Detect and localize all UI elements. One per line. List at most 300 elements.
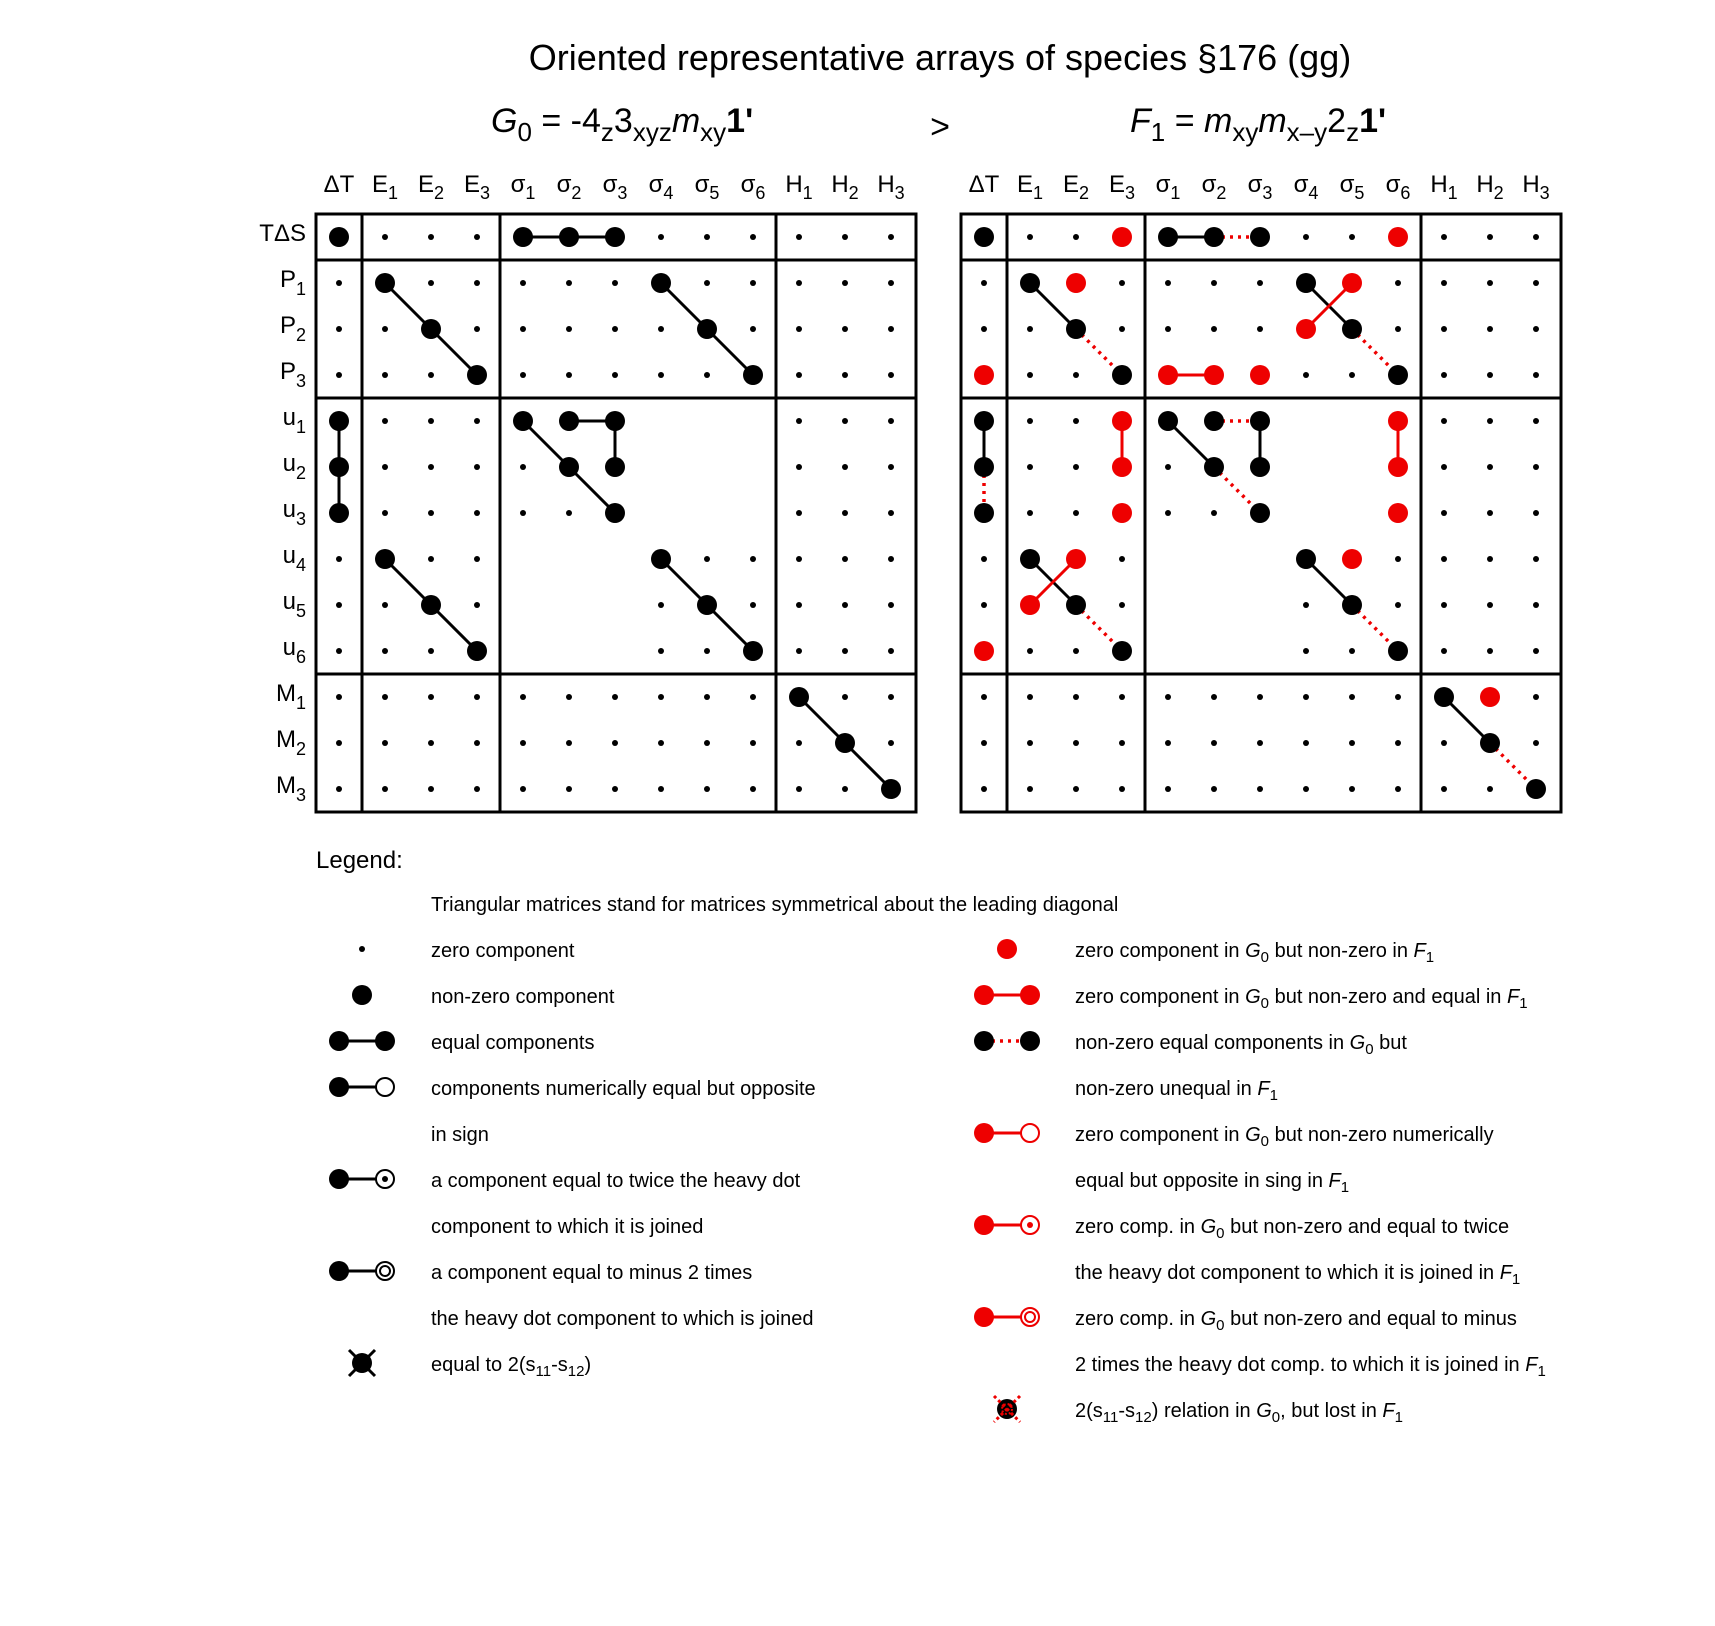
nonzero-component-dot xyxy=(743,365,763,385)
legend-text xyxy=(1075,1262,1520,1288)
header-base: σ xyxy=(510,171,526,198)
new-nonzero-component-dot xyxy=(1388,457,1408,477)
zero-component-dot xyxy=(1211,510,1217,516)
zero-component-dot xyxy=(658,694,664,700)
column-header xyxy=(1522,171,1549,203)
zero-component-dot xyxy=(1533,556,1539,562)
column-header xyxy=(1156,171,1181,203)
row-header xyxy=(283,496,306,529)
new-nonzero-component-dot xyxy=(1158,365,1178,385)
header-base: σ xyxy=(1155,171,1171,198)
header-base: H xyxy=(877,171,895,198)
text-run: but non-zero numerically xyxy=(1269,1124,1494,1146)
new-nonzero-component-dot xyxy=(974,641,994,661)
legend-text xyxy=(1075,940,1434,966)
zero-component-dot xyxy=(566,740,572,746)
row-header xyxy=(276,680,306,713)
nonzero-component-dot xyxy=(329,503,349,523)
new-nonzero-component-dot xyxy=(974,365,994,385)
nonzero-component-dot xyxy=(789,687,809,707)
zero-component-dot xyxy=(1487,372,1493,378)
zero-component-dot xyxy=(1165,786,1171,792)
zero-component-dot xyxy=(382,510,388,516)
subscript: 0 xyxy=(1271,1408,1281,1426)
nonzero-component-dot xyxy=(1158,227,1178,247)
formula-part: 2 xyxy=(1327,102,1347,140)
column-header xyxy=(1202,171,1227,203)
zero-component-dot xyxy=(474,694,480,700)
text-run: the heavy dot component to which it is joined in xyxy=(1075,1262,1500,1284)
zero-component-dot xyxy=(1027,740,1033,746)
zero-component-dot xyxy=(1441,648,1447,654)
matrix-g0 xyxy=(259,171,916,812)
subscript: 12 xyxy=(1135,1408,1152,1426)
nonzero-component-dot xyxy=(974,411,994,431)
nonzero-component-dot xyxy=(1250,227,1270,247)
hollow-dot xyxy=(376,1262,394,1280)
zero-component-dot xyxy=(842,372,848,378)
nonzero-component-dot xyxy=(651,273,671,293)
new-nonzero-component-dot xyxy=(1388,227,1408,247)
text-run: G xyxy=(1245,1124,1261,1146)
page-title: Oriented representative arrays of species §176 (gg) xyxy=(528,37,1352,78)
text-run: zero component in xyxy=(1075,986,1246,1008)
zero-component-dot xyxy=(1119,326,1125,332)
nonzero-component-dot xyxy=(559,457,579,477)
zero-component-dot xyxy=(1441,740,1447,746)
header-subscript: 3 xyxy=(894,182,905,203)
text-run: non-zero equal components in xyxy=(1075,1032,1350,1054)
text-run: equal to 2(s xyxy=(431,1354,536,1376)
formula-part: 3 xyxy=(613,102,633,140)
zero-component-dot xyxy=(520,464,526,470)
nonzero-component-dot xyxy=(974,503,994,523)
text-run: but non-zero and equal to minus xyxy=(1224,1308,1517,1330)
header-base: u xyxy=(282,634,296,661)
minus2-link-symbol xyxy=(329,1261,394,1281)
zero-component-dot xyxy=(1073,740,1079,746)
header-base: E xyxy=(1108,171,1125,198)
big-dot xyxy=(329,1169,349,1189)
text-run: G xyxy=(1349,1032,1366,1054)
legend-text xyxy=(1075,1032,1407,1058)
zero-component-dot xyxy=(1533,326,1539,332)
nonzero-component-dot xyxy=(513,227,533,247)
red-twice-link-symbol xyxy=(974,1215,1039,1235)
nonzero-component-dot xyxy=(1250,411,1270,431)
zero-component-dot xyxy=(842,648,848,654)
new-nonzero-component-dot xyxy=(1388,411,1408,431)
zero-component-dot xyxy=(1257,740,1263,746)
column-header xyxy=(649,171,674,203)
formula-part: m xyxy=(671,102,701,140)
header-base: σ xyxy=(648,171,664,198)
zero-component-dot xyxy=(1073,694,1079,700)
nonzero-component-dot xyxy=(1526,779,1546,799)
formula-part: m xyxy=(1258,102,1287,140)
subscript: 1 xyxy=(1340,1178,1350,1196)
legend-text xyxy=(431,1308,813,1330)
zero-component-dot xyxy=(658,786,664,792)
zero-component-dot xyxy=(1165,464,1171,470)
zero-component-dot xyxy=(566,786,572,792)
zero-component-dot xyxy=(888,372,894,378)
text-run: zero component xyxy=(431,940,575,962)
text-run: a component equal to twice the heavy dot xyxy=(431,1170,801,1192)
zero-component-dot xyxy=(796,786,802,792)
formula-part: = xyxy=(1174,102,1205,140)
zero-component-dot xyxy=(1395,694,1401,700)
text-run: equal but opposite in sing in xyxy=(1075,1170,1329,1192)
header-base: ΔT xyxy=(323,171,355,198)
column-header xyxy=(418,171,444,203)
zero-component-dot xyxy=(1027,510,1033,516)
text-run: non-zero component xyxy=(431,986,615,1008)
big-dot xyxy=(1020,1031,1040,1051)
zero-component-dot xyxy=(704,694,710,700)
header-base: H xyxy=(1476,171,1494,198)
zero-component-dot xyxy=(750,326,756,332)
zero-component-dot xyxy=(336,280,342,286)
new-nonzero-component-dot xyxy=(1204,365,1224,385)
zero-component-dot xyxy=(658,602,664,608)
zero-component-dot xyxy=(842,786,848,792)
zero-component-dot xyxy=(888,326,894,332)
zero-component-dot xyxy=(704,786,710,792)
zero-component-dot xyxy=(981,602,987,608)
big-dot xyxy=(974,985,994,1005)
zero-component-dot xyxy=(1395,740,1401,746)
center-dot xyxy=(1027,1222,1033,1228)
header-base: E xyxy=(463,171,480,198)
zero-component-dot xyxy=(520,372,526,378)
header-subscript: 2 xyxy=(295,739,306,760)
zero-component-dot xyxy=(796,326,802,332)
zero-component-dot xyxy=(1533,418,1539,424)
zero-component-dot xyxy=(750,694,756,700)
text-run: a component equal to minus 2 times xyxy=(431,1262,753,1284)
zero-component-dot xyxy=(1211,786,1217,792)
subscript: 0 xyxy=(1216,1316,1225,1334)
header-subscript: 5 xyxy=(295,601,306,622)
group-formula-g0 xyxy=(491,102,753,147)
header-base: σ xyxy=(1339,171,1355,198)
zero-component-dot xyxy=(796,602,802,608)
zero-component-dot xyxy=(612,740,618,746)
nonzero-component-dot xyxy=(743,641,763,661)
zero-component-dot xyxy=(1349,234,1355,240)
subscript: 0 xyxy=(1260,948,1270,966)
nonzero-component-dot xyxy=(1480,733,1500,753)
text-run: F xyxy=(1382,1400,1395,1422)
zero-component-dot xyxy=(1487,326,1493,332)
header-base: M xyxy=(275,680,296,707)
nonzero-component-dot xyxy=(881,779,901,799)
text-run: G xyxy=(1200,1308,1217,1330)
big-dot xyxy=(329,1077,349,1097)
nonzero-component-dot xyxy=(697,319,717,339)
row-header xyxy=(280,266,306,299)
big-dot xyxy=(974,1307,994,1327)
text-run: zero comp. in xyxy=(1075,1308,1201,1330)
column-header xyxy=(511,171,536,203)
zero-component-dot xyxy=(566,372,572,378)
zero-component-dot xyxy=(1303,786,1309,792)
nonzero-component-dot xyxy=(605,457,625,477)
zero-component-dot xyxy=(1395,280,1401,286)
matrices xyxy=(259,171,1561,812)
zero-component-dot xyxy=(888,280,894,286)
zero-component-dot xyxy=(612,280,618,286)
zero-component-dot xyxy=(796,510,802,516)
formula-subscript: xyz xyxy=(632,117,672,148)
column-header xyxy=(969,171,1000,198)
header-subscript: 2 xyxy=(1079,182,1090,203)
zero-component-dot xyxy=(1303,234,1309,240)
zero-component-dot xyxy=(1533,234,1539,240)
matrix-f1 xyxy=(961,171,1561,812)
nonzero-component-dot xyxy=(329,227,349,247)
nonzero-component-dot xyxy=(467,641,487,661)
zero-component-dot xyxy=(382,418,388,424)
subscript: 1 xyxy=(1425,948,1435,966)
zero-component-dot xyxy=(796,280,802,286)
zero-component-dot xyxy=(474,326,480,332)
header-base: σ xyxy=(1293,171,1309,198)
row-header xyxy=(280,312,306,345)
zero-component-dot xyxy=(1073,464,1079,470)
zero-component-dot xyxy=(888,510,894,516)
group-symbol: G xyxy=(491,102,518,140)
nonzero-component-dot xyxy=(559,227,579,247)
subscript: 0 xyxy=(1260,994,1270,1012)
header-subscript: 1 xyxy=(295,693,306,714)
zero-component-dot xyxy=(1257,326,1263,332)
legend-text xyxy=(1075,1124,1494,1150)
text-run: but xyxy=(1373,1032,1407,1054)
new-nonzero-component-dot xyxy=(1342,549,1362,569)
header-base: P xyxy=(279,312,296,339)
zero-component-dot xyxy=(1211,326,1217,332)
text-run: G xyxy=(1245,986,1261,1008)
header-base: u xyxy=(282,588,296,615)
nonzero-component-dot xyxy=(513,411,533,431)
zero-component-dot xyxy=(1257,694,1263,700)
zero-component-dot xyxy=(658,372,664,378)
header-subscript: 2 xyxy=(295,325,306,346)
zero-component-dot xyxy=(428,786,434,792)
zero-component-dot xyxy=(1487,786,1493,792)
zero-component-dot xyxy=(1303,740,1309,746)
zero-component-dot xyxy=(336,648,342,654)
nonzero-component-dot xyxy=(1020,549,1040,569)
header-subscript: 3 xyxy=(1539,182,1550,203)
header-base: E xyxy=(1016,171,1033,198)
zero-component-dot xyxy=(888,694,894,700)
zero-component-dot xyxy=(1211,694,1217,700)
zero-component-dot xyxy=(428,418,434,424)
nonzero-component-dot xyxy=(1388,641,1408,661)
zero-component-dot xyxy=(1349,786,1355,792)
subscript: 1 xyxy=(1269,1086,1278,1104)
red-minus2-link-symbol xyxy=(974,1307,1039,1327)
nonzero-component-dot xyxy=(375,273,395,293)
header-base: σ xyxy=(1201,171,1217,198)
zero-component-dot xyxy=(796,418,802,424)
zero-component-dot xyxy=(981,326,987,332)
new-nonzero-component-dot xyxy=(1066,549,1086,569)
header-subscript: 5 xyxy=(1354,182,1365,203)
nonzero-component-dot xyxy=(697,595,717,615)
zero-component-dot xyxy=(842,418,848,424)
zero-component-dot xyxy=(1487,510,1493,516)
formula-part: 1' xyxy=(726,102,754,140)
column-header xyxy=(1430,171,1457,203)
nonzero-component-dot xyxy=(651,549,671,569)
legend-text xyxy=(1075,1400,1403,1426)
nonzero-component-dot xyxy=(605,227,625,247)
nonzero-component-dot xyxy=(1342,595,1362,615)
zero-component-dot xyxy=(796,372,802,378)
legend-text xyxy=(1075,986,1528,1012)
nonzero-component-dot xyxy=(974,227,994,247)
zero-component-dot xyxy=(888,648,894,654)
zero-component-dot xyxy=(520,786,526,792)
zero-component-dot xyxy=(1441,280,1447,286)
text-run: components numerically equal but opposite xyxy=(431,1078,816,1100)
zero-component-dot xyxy=(336,326,342,332)
zero-component-dot xyxy=(750,234,756,240)
header-base: M xyxy=(275,772,296,799)
column-header xyxy=(1386,171,1411,203)
zero-component-dot xyxy=(1349,740,1355,746)
legend-text xyxy=(431,1216,703,1238)
text-run: non-zero unequal in xyxy=(1075,1078,1258,1100)
nonzero-component-dot xyxy=(329,457,349,477)
zero-component-dot xyxy=(1073,510,1079,516)
text-run: F xyxy=(1499,1262,1512,1284)
subscript: 0 xyxy=(1260,1132,1270,1150)
zero-component-dot xyxy=(1165,326,1171,332)
header-base: E xyxy=(371,171,388,198)
text-run: G xyxy=(1245,940,1261,962)
zero-component-dot xyxy=(842,556,848,562)
big-dot-symbol xyxy=(352,985,372,1005)
zero-component-dot xyxy=(566,326,572,332)
big-dot xyxy=(974,1123,994,1143)
hollow-dot xyxy=(376,1078,394,1096)
zero-component-dot xyxy=(336,694,342,700)
new-nonzero-component-dot xyxy=(1480,687,1500,707)
header-base: P xyxy=(279,358,296,385)
zero-component-dot xyxy=(888,556,894,562)
zero-component-dot xyxy=(382,326,388,332)
zero-component-dot xyxy=(474,510,480,516)
zero-component-dot xyxy=(981,786,987,792)
nonzero-component-dot xyxy=(421,595,441,615)
zero-component-dot xyxy=(1395,556,1401,562)
row-header xyxy=(283,404,306,437)
zero-component-dot xyxy=(842,234,848,240)
header-base: u xyxy=(282,404,296,431)
zero-component-dot xyxy=(1487,280,1493,286)
zero-component-dot xyxy=(1027,648,1033,654)
header-subscript: 2 xyxy=(848,182,859,203)
row-header xyxy=(280,358,306,391)
text-run: G xyxy=(1256,1400,1272,1422)
nonzero-component-dot xyxy=(467,365,487,385)
subscript: 1 xyxy=(1511,1270,1521,1288)
column-header xyxy=(877,171,904,203)
zero-component-dot xyxy=(382,602,388,608)
spacer xyxy=(532,102,541,140)
zero-component-dot xyxy=(842,510,848,516)
header-subscript: 1 xyxy=(1170,182,1181,203)
text-run: equal components xyxy=(431,1032,595,1054)
header-subscript: 5 xyxy=(709,182,720,203)
row-header xyxy=(276,726,306,759)
zero-component-dot xyxy=(382,464,388,470)
zero-component-dot xyxy=(612,326,618,332)
zero-component-dot xyxy=(704,740,710,746)
zero-component-dot xyxy=(336,786,342,792)
zero-component-dot xyxy=(1211,280,1217,286)
hollow-dot xyxy=(1021,1308,1039,1326)
zero-component-dot xyxy=(1119,786,1125,792)
subscript: 1 xyxy=(1394,1408,1403,1426)
group-formula-f1 xyxy=(1130,102,1386,147)
new-nonzero-component-dot xyxy=(1342,273,1362,293)
zero-component-dot xyxy=(750,740,756,746)
legend-heading: Legend: xyxy=(316,847,403,874)
zero-component-dot xyxy=(612,372,618,378)
zero-component-dot xyxy=(1303,694,1309,700)
formula-subscript: z xyxy=(600,117,614,148)
zero-component-dot xyxy=(566,694,572,700)
new-nonzero-component-dot xyxy=(1020,595,1040,615)
zero-component-dot xyxy=(382,372,388,378)
zero-component-dot xyxy=(428,556,434,562)
text-run: zero component in xyxy=(1075,1124,1246,1146)
zero-component-dot xyxy=(474,556,480,562)
zero-component-dot xyxy=(981,280,987,286)
text-run: ) relation in xyxy=(1151,1400,1257,1422)
new-nonzero-component-dot xyxy=(1112,457,1132,477)
zero-component-dot xyxy=(474,602,480,608)
formula-subscript: xy xyxy=(1232,117,1259,148)
zero-component-dot xyxy=(1441,510,1447,516)
new-nonzero-component-dot xyxy=(1112,227,1132,247)
zero-component-dot xyxy=(1027,694,1033,700)
zero-component-dot xyxy=(428,234,434,240)
header-subscript: 1 xyxy=(295,417,306,438)
zero-component-dot xyxy=(842,464,848,470)
legend-text xyxy=(1075,1216,1509,1242)
zero-component-dot xyxy=(1441,602,1447,608)
legend-text xyxy=(1075,1354,1546,1380)
zero-component-dot xyxy=(1533,602,1539,608)
text-run: F xyxy=(1506,986,1520,1008)
zero-component-dot xyxy=(612,786,618,792)
zero-component-dot xyxy=(428,372,434,378)
header-base: H xyxy=(1430,171,1448,198)
header-base: σ xyxy=(602,171,618,198)
zero-component-dot xyxy=(1165,280,1171,286)
nonzero-component-dot xyxy=(329,411,349,431)
nonzero-component-dot xyxy=(1066,595,1086,615)
big-dot xyxy=(974,1031,994,1051)
header-subscript: 3 xyxy=(1125,182,1136,203)
